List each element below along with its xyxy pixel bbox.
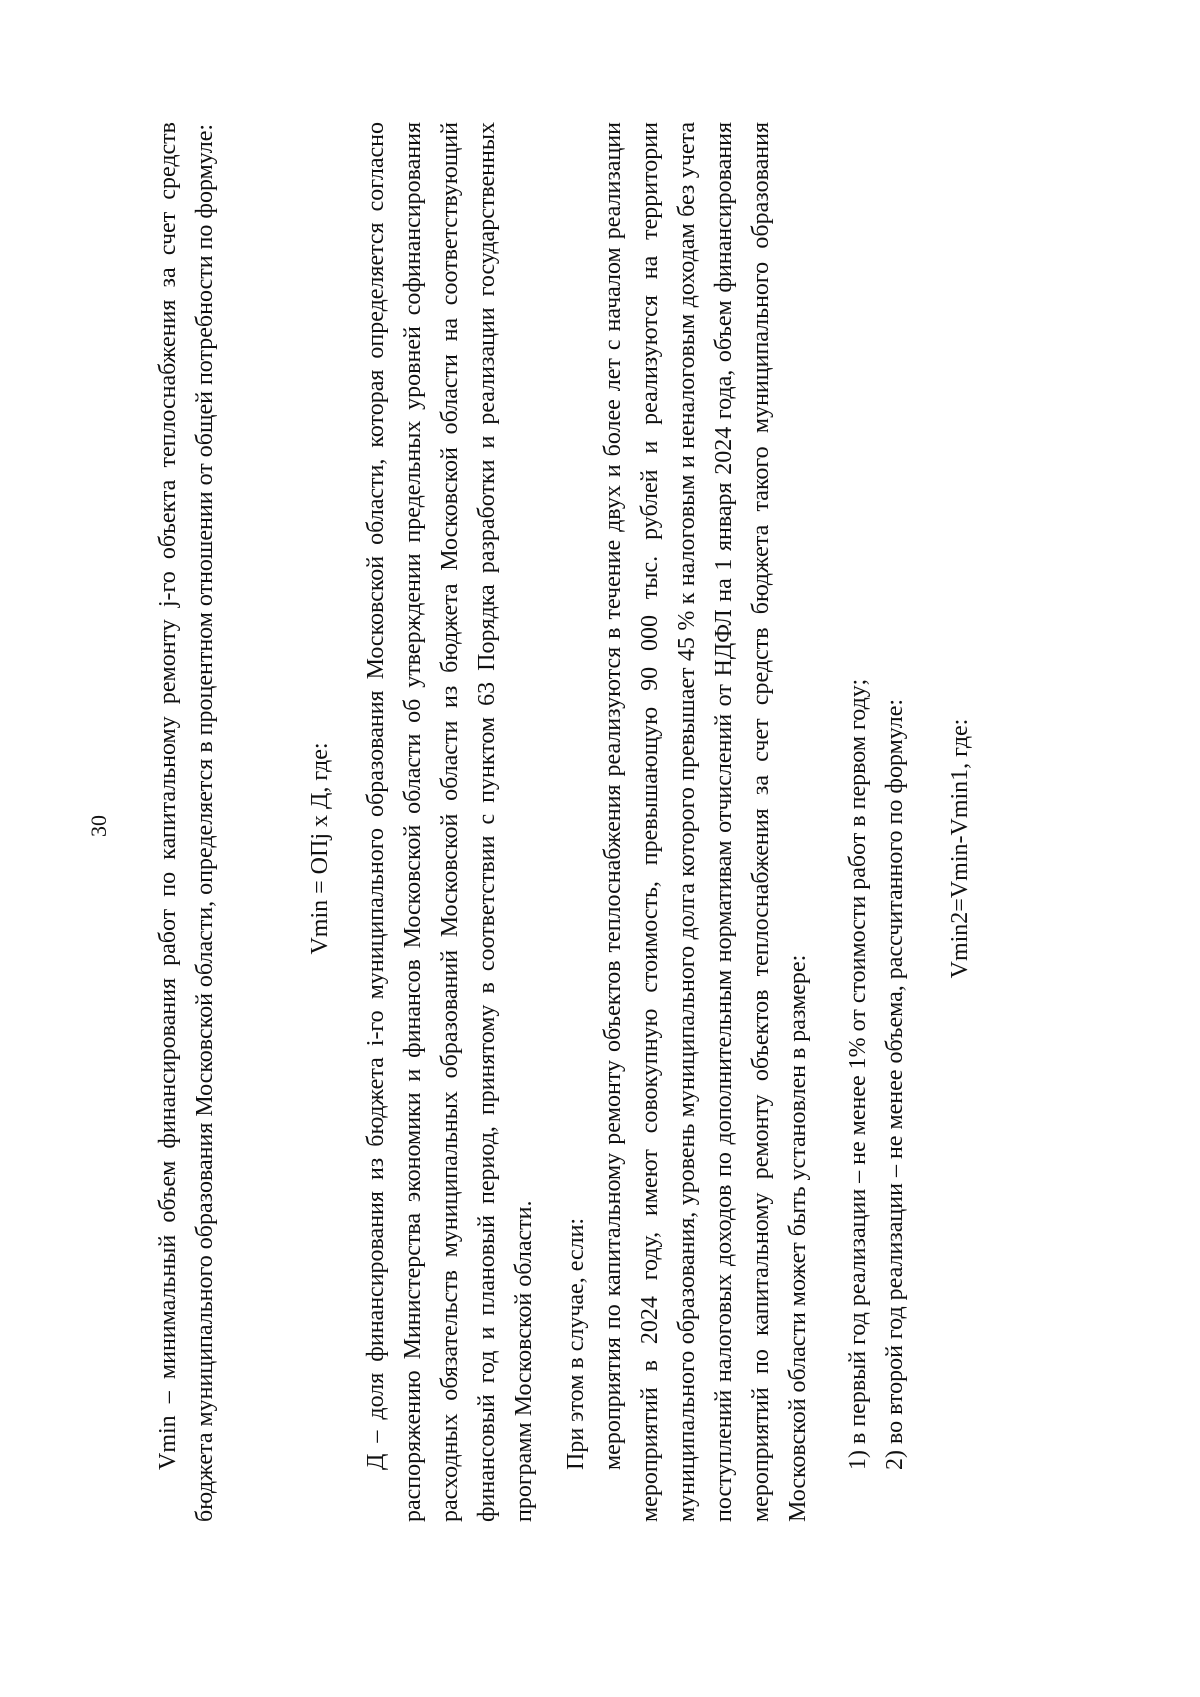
- formula-vmin2: Vmin2=Vmin-Vmin1, где:: [947, 718, 973, 979]
- paragraph-case-body: мероприятия по капитальному ремонту объектов теплоснабжения реализуются в течение двух и более лет с началом реализации мероприятий в 2024 году, имеют совокупную стоимость, превышающую 90 000 тыс. рублей и реализуются на территории муниципального образования, уровень муниципального долга которого превышает 45 % к налоговым и неналоговым доходам без учета поступлений налоговых доходов по дополнительным нормативам отчислений от НДФЛ на 1 января 2024 года, объем финансирования мероприятий по капитальному ремонту объектов теплоснабжения за счет средств бюджета такого муниципального образования Московской области может быть установлен в размере:: [600, 122, 811, 1522]
- list-item-first-year: 1) в первый год реализации – не менее 1% от стоимости работ в первом году;: [845, 678, 871, 1470]
- formula-vmin: Vmin = ОПj х Д, где:: [307, 742, 333, 955]
- paragraph-vmin-definition: Vmin – минимальный объем финансирования работ по капитальному ремонту j-го объекта теплоснабжения за счет средств бюджета муниципального образования Московской области, определяется в процентном отношении от общей потребности по формуле:: [155, 122, 218, 1522]
- paragraph-d-definition: Д – доля финансирования из бюджета i-го муниципального образования Московской области, которая определяется согласно распоряжению Министерства экономики и финансов Московской области об утверждении предельных уровней софинансирования расходных обязательств муниципальных образований Московской области из бюджета Московской области на соответствующий финансовый год и плановый период, принятому в соответствии с пунктом 63 Порядка разработки и реализации государственных программ Московской области.: [363, 122, 537, 1522]
- list-item-second-year: 2) во второй год реализации – не менее объема, рассчитанного по формуле:: [882, 698, 908, 1470]
- page-number: 30: [86, 815, 111, 837]
- paragraph-case-intro: При этом в случае, если:: [563, 1217, 589, 1470]
